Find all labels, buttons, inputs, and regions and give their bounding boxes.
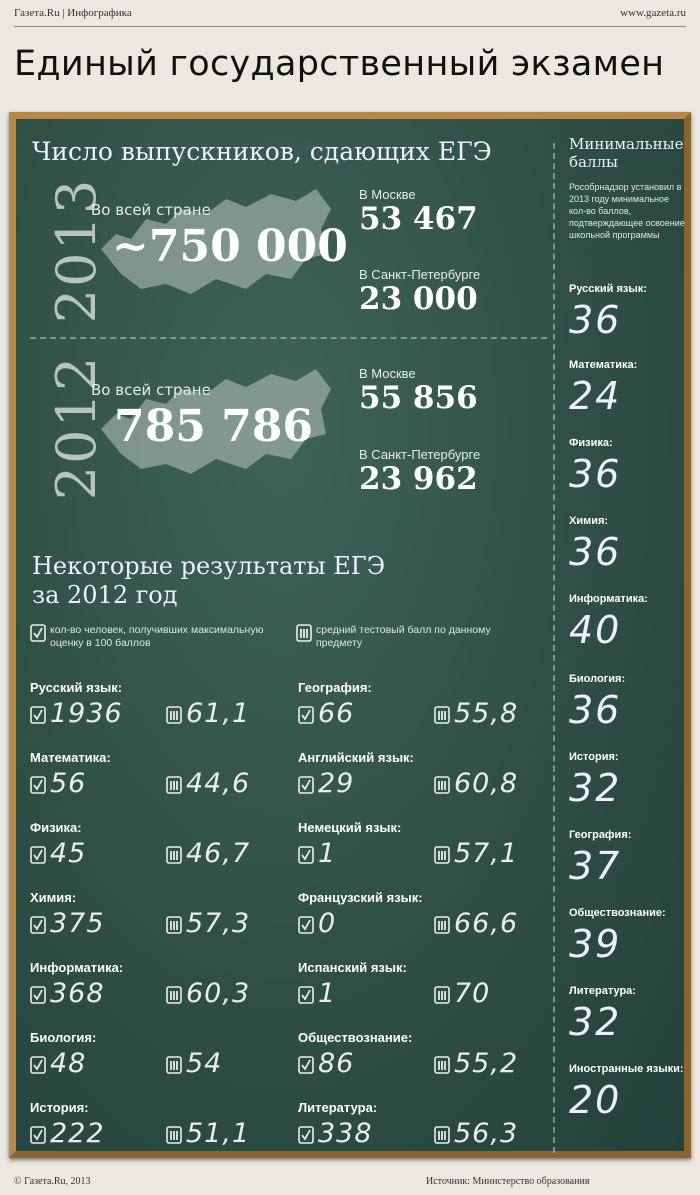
average-score-value: 61,1 [186,698,251,729]
subject-result [30,890,300,950]
min-score-subject: История: [569,751,619,763]
max-score-count: 375 [50,908,105,939]
average-score-icon [166,916,182,934]
min-score-value: 36 [569,452,622,496]
hundred-score-icon-wrap [30,846,46,869]
average-score-value: 54 [186,1048,223,1079]
subject-result [30,680,300,740]
hundred-score-icon [30,846,46,864]
subject-name: Биология: [30,1030,97,1045]
average-score-icon-wrap [166,986,182,1009]
legend-avg-text: средний тестовый балл по данному предмету [316,624,491,649]
average-score-value: 56,3 [454,1118,519,1149]
hundred-score-icon [298,916,314,934]
hundred-score-icon-wrap [298,706,314,729]
year-2012-label: 2012 [45,354,109,501]
spb-value-2013: 23 000 [359,281,478,317]
min-score-subject: Биология: [569,673,626,685]
sidebar-title-line2: баллы [569,153,618,171]
hundred-score-icon [298,1126,314,1144]
moscow-value-2012: 55 856 [359,380,478,416]
average-score-icon [166,1126,182,1144]
average-score-value: 57,3 [186,908,251,939]
hundred-score-icon [30,986,46,1004]
max-score-count: 29 [318,768,355,799]
top-bar [14,0,686,27]
min-score-item [569,907,689,966]
min-score-value: 36 [569,688,622,732]
average-score-icon [434,1126,450,1144]
hundred-score-icon-wrap [298,1056,314,1079]
average-score-icon-wrap [166,916,182,939]
hundred-score-icon [30,706,46,724]
subject-result [30,960,300,1020]
average-score-value: 51,1 [186,1118,251,1149]
max-score-count: 1936 [50,698,123,729]
min-score-value: 20 [569,1078,622,1122]
average-score-icon-wrap [434,986,450,1009]
min-score-value: 32 [569,766,622,810]
average-score-value: 55,2 [454,1048,519,1079]
hundred-score-icon-wrap [298,1126,314,1149]
hundred-score-icon [30,1056,46,1074]
chalkboard [9,112,691,1158]
min-score-item [569,515,689,574]
min-score-item [569,985,689,1044]
hundred-score-icon-wrap [30,776,46,799]
hundred-score-icon [30,624,46,642]
hundred-score-icon [298,706,314,724]
min-score-item [569,283,689,342]
max-score-count: 1 [318,838,337,869]
min-score-subject: Физика: [569,437,613,449]
section-results-title [32,552,385,610]
average-score-icon-wrap [166,1056,182,1079]
average-score-icon-wrap [434,846,450,869]
subject-result [30,1100,300,1160]
min-score-subject: Русский язык: [569,283,647,295]
country-label-2013: Во всей стране [91,201,211,219]
subject-result [298,1100,568,1160]
min-score-item [569,359,689,418]
average-score-icon-wrap [166,776,182,799]
average-score-icon [296,624,312,642]
average-score-icon-wrap [434,916,450,939]
year-2013-label: 2013 [45,177,109,324]
average-score-icon-wrap [166,846,182,869]
sidebar-divider [553,143,555,1153]
min-score-subject: Литература: [569,985,636,997]
spb-value-2012: 23 962 [359,461,478,497]
subject-result [298,750,568,810]
min-score-value: 24 [569,374,622,418]
max-score-count: 338 [318,1118,373,1149]
page-title: Единый государственный экзамен [14,44,665,84]
min-score-subject: География: [569,829,632,841]
min-score-item [569,829,689,888]
divider [30,337,547,339]
moscow-label-2013: В Москве [359,187,416,202]
min-score-item [569,673,689,732]
country-value-2013: ~750 000 [112,221,348,272]
hundred-score-icon-wrap [298,846,314,869]
site-url[interactable]: www.gazeta.ru [620,7,686,19]
min-score-subject: Математика: [569,359,638,371]
hundred-score-icon [30,916,46,934]
average-score-value: 57,1 [454,838,519,869]
average-score-icon [166,776,182,794]
min-score-subject: Информатика: [569,593,648,605]
average-score-icon [434,706,450,724]
min-score-subject: Химия: [569,515,609,527]
max-score-count: 368 [50,978,105,1009]
subject-result [298,890,568,950]
subject-name: Немецкий язык: [298,820,402,835]
results-title-line1: Некоторые результаты ЕГЭ [32,552,386,580]
min-score-value: 39 [569,922,622,966]
average-score-value: 46,7 [186,838,251,869]
average-score-icon-wrap [434,1056,450,1079]
average-score-value: 44,6 [186,768,251,799]
subject-name: Английский язык: [298,750,414,765]
max-score-count: 48 [50,1048,87,1079]
average-score-icon [166,1056,182,1074]
subject-name: Литература: [298,1100,378,1115]
hundred-score-icon-wrap [30,706,46,729]
hundred-score-icon-wrap [298,776,314,799]
hundred-score-icon-wrap [30,1056,46,1079]
subject-name: Химия: [30,890,77,905]
hundred-score-icon-wrap [30,1126,46,1149]
max-score-count: 66 [318,698,355,729]
average-score-icon-wrap [166,1126,182,1149]
min-score-value: 36 [569,298,622,342]
hundred-score-icon [30,1126,46,1144]
max-score-count: 222 [50,1118,105,1149]
subject-result [30,750,300,810]
subject-result [298,960,568,1020]
hundred-score-icon [298,776,314,794]
average-score-icon [434,916,450,934]
max-score-count: 1 [318,978,337,1009]
min-score-subject: Обществознание: [569,907,666,919]
spb-label-2013: В Санкт-Петербурге [359,267,481,282]
footer-source: Источник: Министерство образования [426,1176,590,1187]
subject-name: История: [30,1100,89,1115]
min-score-item [569,1063,689,1122]
hundred-score-icon [30,776,46,794]
sidebar-title [569,135,683,171]
subject-result [30,1030,300,1090]
subject-name: Испанский язык: [298,960,407,975]
subject-name: Обществознание: [298,1030,413,1045]
subject-result [30,820,300,880]
average-score-icon-wrap [166,706,182,729]
spb-label-2012: В Санкт-Петербурге [359,447,481,462]
moscow-label-2012: В Москве [359,366,416,381]
min-score-item [569,593,689,652]
average-score-icon [166,846,182,864]
max-score-count: 56 [50,768,87,799]
average-score-value: 60,3 [186,978,251,1009]
site-label: Газета.Ru | Инфографика [14,7,132,19]
subject-name: Русский язык: [30,680,123,695]
average-score-icon [434,846,450,864]
average-score-icon [434,776,450,794]
subject-name: Французский язык: [298,890,423,905]
max-score-count: 86 [318,1048,355,1079]
min-score-item [569,751,689,810]
hundred-score-icon-wrap [298,916,314,939]
average-score-icon-wrap [434,706,450,729]
max-score-count: 45 [50,838,87,869]
subject-name: География: [298,680,372,695]
average-score-icon-wrap [434,1126,450,1149]
country-label-2012: Во всей стране [91,381,211,399]
hundred-score-icon [298,1056,314,1074]
country-value-2012: 785 786 [114,401,314,452]
hundred-score-icon [298,986,314,1004]
legend-max-text: кол-во человек, получивших максимальную оценку в 100 баллов [50,624,264,649]
average-score-value: 66,6 [454,908,519,939]
subject-name: Информатика: [30,960,124,975]
subject-name: Математика: [30,750,111,765]
moscow-value-2013: 53 467 [359,201,478,237]
sidebar-note: Рособрнадзор установил в 2013 году минимальное кол-во баллов, подтверждающее освоение школьной программы [569,182,685,240]
sidebar-title-line1: Минимальные [569,135,684,153]
min-score-value: 36 [569,530,622,574]
min-score-subject: Иностранные языки: [569,1063,684,1075]
average-score-icon [166,706,182,724]
subject-result [298,680,568,740]
section-graduates-title: Число выпускников, сдающих ЕГЭ [32,137,492,166]
hundred-score-icon-wrap [30,986,46,1009]
subject-result [298,820,568,880]
min-score-item [569,437,689,496]
hundred-score-icon-wrap [30,916,46,939]
subject-name: Физика: [30,820,82,835]
average-score-value: 60,8 [454,768,519,799]
average-score-icon [166,986,182,1004]
footer-copyright: © Газета.Ru, 2013 [14,1176,91,1187]
average-score-value: 55,8 [454,698,519,729]
min-score-value: 32 [569,1000,622,1044]
average-score-value: 70 [454,978,491,1009]
results-title-line2: за 2012 год [32,581,178,609]
average-score-icon [434,986,450,1004]
min-score-value: 37 [569,844,622,888]
average-score-icon [434,1056,450,1074]
min-score-value: 40 [569,608,622,652]
subject-result [298,1030,568,1090]
average-score-icon-wrap [434,776,450,799]
hundred-score-icon-wrap [298,986,314,1009]
max-score-count: 0 [318,908,337,939]
hundred-score-icon [298,846,314,864]
